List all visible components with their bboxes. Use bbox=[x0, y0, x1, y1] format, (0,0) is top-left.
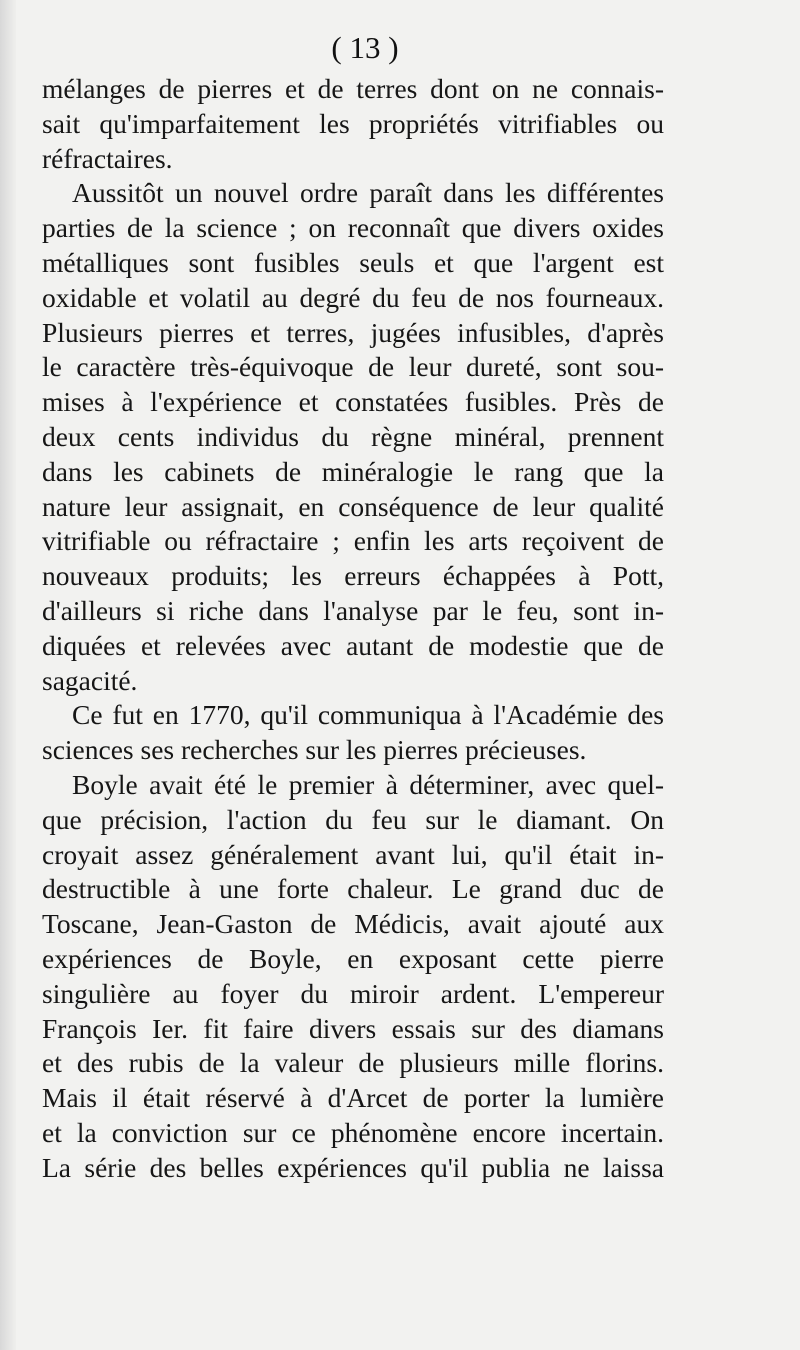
text-line: croyait assez généralement avant lui, qu'il était in- bbox=[42, 838, 664, 870]
text-line: parties de la science ; on reconnaît que divers oxides bbox=[42, 212, 664, 244]
text-line: Toscane, Jean-Gaston de Médicis, avait ajouté aux bbox=[42, 908, 664, 940]
body-text bbox=[42, 72, 664, 1186]
text-line: oxidable et volatil au degré du feu de nos fourneaux. bbox=[42, 281, 664, 313]
text-line: deux cents individus du règne minéral, prennent bbox=[42, 420, 664, 452]
text-line: sait qu'imparfaitement les propriétés vitrifiables ou bbox=[42, 107, 664, 139]
text-line: Boyle avait été le premier à déterminer, avec quel- bbox=[72, 768, 664, 800]
text-line: et des rubis de la valeur de plusieurs mille florins. bbox=[42, 1047, 664, 1079]
text-line: expériences de Boyle, en exposant cette pierre bbox=[42, 942, 664, 974]
text-line: d'ailleurs si riche dans l'analyse par le feu, sont in- bbox=[42, 594, 664, 626]
text-line: et la conviction sur ce phénomène encore incertain. bbox=[42, 1116, 664, 1148]
text-line: Plusieurs pierres et terres, jugées infusibles, d'après bbox=[42, 316, 664, 348]
text-line: La série des belles expériences qu'il publia ne laissa bbox=[42, 1151, 664, 1183]
text-line: que précision, l'action du feu sur le diamant. On bbox=[42, 803, 664, 835]
text-line: vitrifiable ou réfractaire ; enfin les arts reçoivent de bbox=[42, 525, 664, 557]
text-line: destructible à une forte chaleur. Le grand duc de bbox=[42, 873, 664, 905]
text-line: mises à l'expérience et constatées fusibles. Près de bbox=[42, 386, 664, 418]
text-line: réfractaires. bbox=[42, 142, 173, 174]
text-line: dans les cabinets de minéralogie le rang que la bbox=[42, 455, 664, 487]
text-line: Mais il était réservé à d'Arcet de porter la lumière bbox=[42, 1082, 664, 1114]
text-line: diquées et relevées avec autant de modestie que de bbox=[42, 629, 664, 661]
text-line: singulière au foyer du miroir ardent. L'empereur bbox=[42, 977, 664, 1009]
text-line: mélanges de pierres et de terres dont on ne connais- bbox=[42, 73, 664, 104]
text-line: le caractère très-équivoque de leur dureté, sont sou- bbox=[42, 351, 664, 383]
text-line: nature leur assignait, en conséquence de leur qualité bbox=[42, 490, 664, 522]
text-line: métalliques sont fusibles seuls et que l'argent est bbox=[42, 246, 664, 278]
text-line: Ce fut en 1770, qu'il communiqua à l'Académie des bbox=[72, 699, 664, 731]
text-line: François Ier. fit faire divers essais sur des diamans bbox=[42, 1012, 664, 1044]
text-line: nouveaux produits; les erreurs échappées à Pott, bbox=[42, 560, 664, 592]
page-gutter bbox=[0, 0, 16, 1350]
text-line: Aussitôt un nouvel ordre paraît dans les différentes bbox=[72, 177, 664, 209]
page-number: ( 13 ) bbox=[331, 30, 399, 65]
text-line: sagacité. bbox=[42, 664, 138, 696]
text-line: sciences ses recherches sur les pierres précieuses. bbox=[42, 734, 587, 766]
